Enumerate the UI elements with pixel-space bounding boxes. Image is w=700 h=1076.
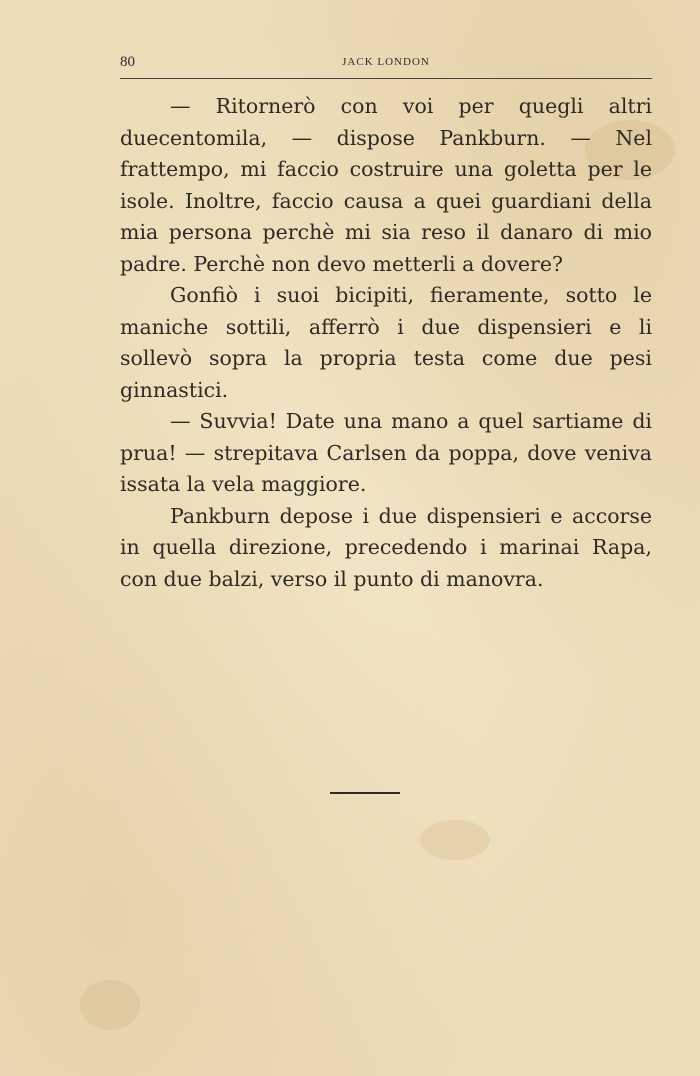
paragraph: Pankburn depose i due dispensieri e accorse in quella direzione, precedendo i marinai Rapa, con due balzi, verso il punto di manovra. xyxy=(120,503,652,591)
running-head: JACK LONDON xyxy=(342,56,430,68)
page-header xyxy=(120,54,652,76)
paper-stain xyxy=(80,980,140,1030)
paragraph: — Suvvia! Date una mano a quel sartiame di prua! — strepitava Carlsen da poppa, dove veniva issata la vela maggiore. xyxy=(120,409,652,496)
end-of-chapter-rule xyxy=(330,792,400,794)
paper-stain xyxy=(420,820,490,860)
body-text xyxy=(120,91,652,595)
page-number: 80 xyxy=(120,54,135,70)
paragraph: Gonfiò i suoi bicipiti, fieramente, sotto le maniche sottili, afferrò i due dispensieri e li sollevò sopra la propria testa come due pesi ginnastici. xyxy=(120,283,652,402)
header-rule xyxy=(120,78,652,79)
paragraph: — Ritornerò con voi per quegli altri duecentomila, — dispose Pankburn. — Nel frattempo, mi faccio costruire una goletta per le isole. Inoltre, faccio causa a quei guardiani della mia persona perchè mi sia reso il danaro di mio padre. Perchè non devo metterli a dovere? xyxy=(120,94,652,276)
